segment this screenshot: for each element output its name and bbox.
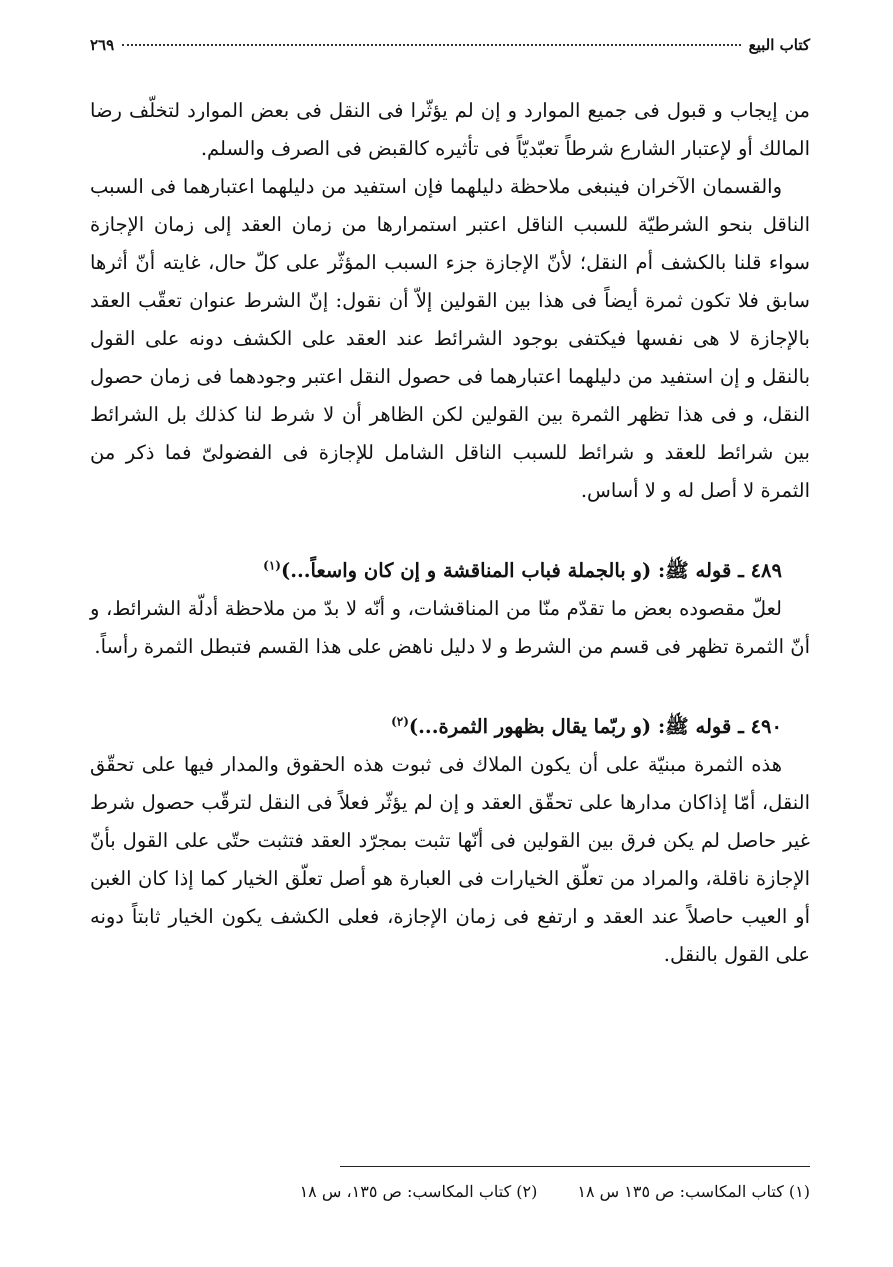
dot-leader	[122, 44, 740, 46]
running-header	[90, 36, 810, 70]
commentary-section-489	[90, 552, 810, 666]
footnote-rule	[340, 1166, 810, 1167]
footnote-reference[interactable]: (٢)	[391, 714, 409, 729]
paragraph: والقسمان الآخران فينبغى ملاحظة دليلهما فإن استفيد من دليلهما اعتبارهما فى السبب الناقل بنحو الشرطيّة للسبب الناقل اعتبر استمرارها من زمان العقد إلى زمان الإجازة سواء قلنا بالكشف أم النقل؛ لأنّ الإجازة جزء السبب المؤثّر على كلّ حال، غايته أنّ أثرها سابق فلا تكون ثمرة أيضاً فى هذا بين القولين إلاّ أن نقول: إنّ الشرط عنوان تعقّب العقد بالإجازة لا هى نفسها فيكتفى بوجود الشرائط عند العقد على الكشف دونه على القول بالنقل و إن استفيد من دليلهما اعتبارهما فى حصول النقل اعتبر وجودهما فى زمان حصول النقل، و فى هذا تظهر الثمرة بين القولين لكن الظاهر أن لا شرط لنا كذلك بل الشرائط بين شرائط للعقد و شرائط للسبب الناقل الشامل للإجازة فى الفضولىّ فما ذكر من الثمرة لا أصل له و لا أساس.	[90, 175, 810, 502]
footnote-2: (٢) كتاب المكاسب: ص ١٣٥، س ١٨	[299, 1182, 538, 1201]
book-page	[90, 36, 810, 1246]
commentary-section-490	[90, 708, 810, 974]
footnote-reference[interactable]: (١)	[263, 558, 281, 573]
section-heading	[90, 552, 810, 590]
section-heading-text: ٤٨٩ ـ قوله ﷺ: (و بالجملة فباب المناقشة و إن كان واسعاً...)	[280, 559, 782, 582]
page-number: ٢٦٩	[90, 36, 115, 54]
section-text: هذه الثمرة مبنيّة على أن يكون الملاك فى ثبوت هذه الحقوق والمدار فيها على تحقّق النقل، أمّا إذاكان مدارها على تحقّق العقد و إن لم يؤثّر فعلاً فى النقل لترقّب حصول شرط غير حاصل لم يكن فرق بين القولين فى أنّها تثبت بمجرّد العقد فتثبت حتّى على القول بأنّ الإجازة ناقلة، والمراد من تعلّق الخيارات فى العبارة هو أصل تعلّق الخيار كما إذا كان الغبن أو العيب حاصلاً عند العقد و ارتفع فى زمان الإجازة، فعلى الكشف يكون الخيار ثابتاً دونه على القول بالنقل.	[90, 753, 810, 966]
footnotes	[90, 1166, 810, 1205]
footnote-row	[90, 1179, 810, 1205]
paragraph: من إيجاب و قبول فى جميع الموارد و إن لم يؤثّرا فى النقل فى بعض الموارد لتخلّف رضا المالك أو لإعتبار الشارع شرطاً تعبّديّاً فى تأثيره كالقبض فى الصرف والسلم.	[90, 99, 810, 160]
section-text: لعلّ مقصوده بعض ما تقدّم منّا من المناقشات، و أنّه لا بدّ من ملاحظة أدلّة الشرائط، و أنّ الثمرة تظهر فى قسم من الشرط و لا دليل ناهض على هذا القسم فتبطل الثمرة رأساً.	[90, 597, 810, 658]
section-heading-text: ٤٩٠ ـ قوله ﷺ: (و ربّما يقال بظهور الثمرة...)	[408, 715, 782, 738]
footnote-1: (١) كتاب المكاسب: ص ١٣٥ س ١٨	[577, 1182, 810, 1201]
section-heading	[90, 708, 810, 746]
main-text	[90, 92, 810, 974]
book-title: كتاب البيع	[748, 36, 810, 54]
